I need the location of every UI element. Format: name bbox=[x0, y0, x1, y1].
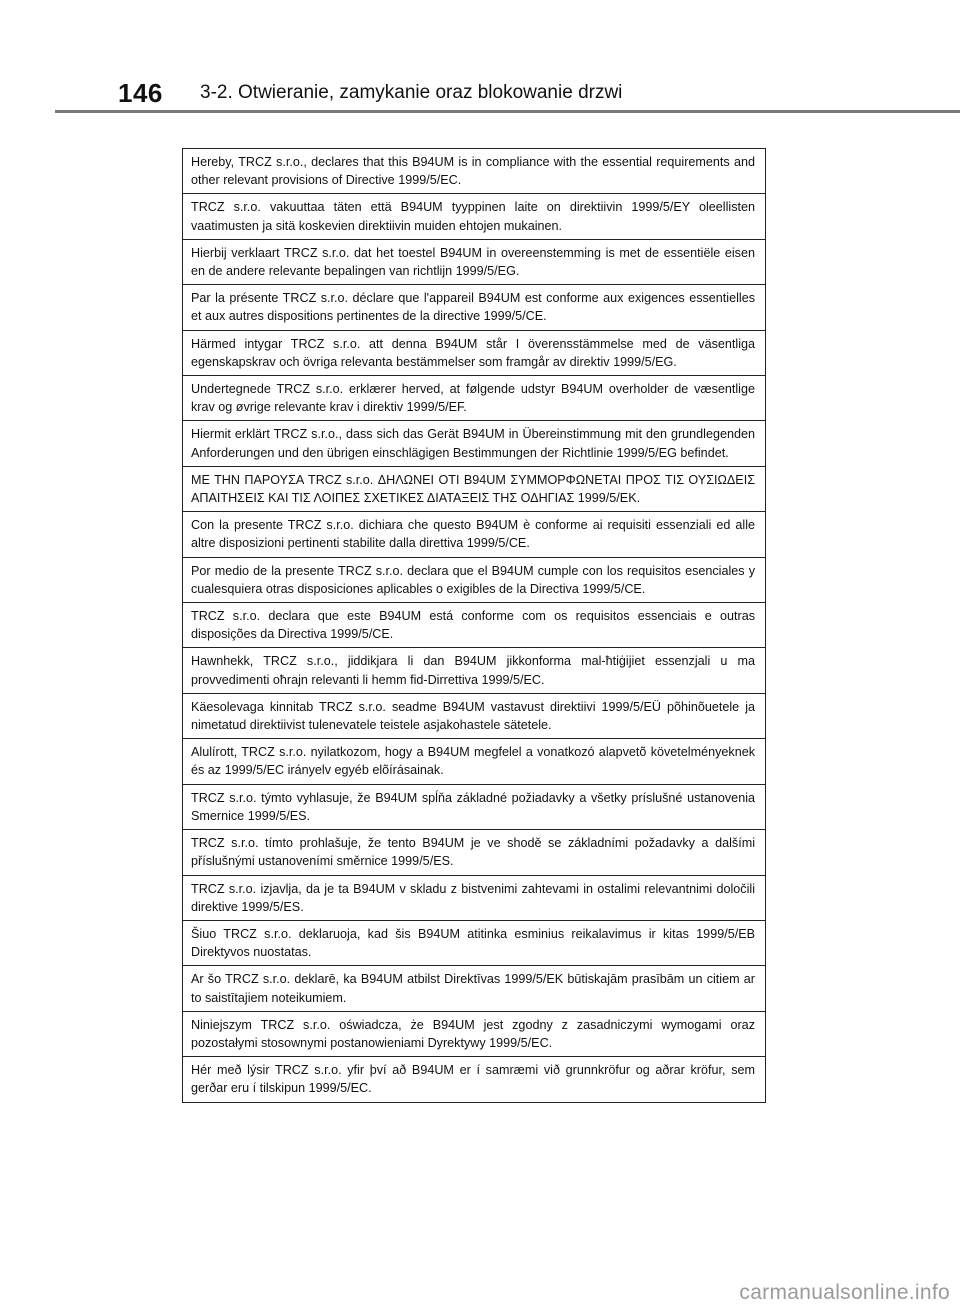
declaration-row: Hawnhekk, TRCZ s.r.o., jiddikjara li dan B94UM jikkonforma mal-ħtiġijiet essenzjali u ma provvedimenti oħrajn relevanti li hemm fid-Dirrettiva 1999/5/EC. bbox=[183, 648, 765, 693]
declaration-row: TRCZ s.r.o. declara que este B94UM está conforme com os requisitos essenciais e outras disposições da Directiva 1999/5/CE. bbox=[183, 603, 765, 648]
declaration-row: Ar šo TRCZ s.r.o. deklarē, ka B94UM atbilst Direktīvas 1999/5/EK būtiskajām prasībām un citiem ar to saistītajiem noteikumiem. bbox=[183, 966, 765, 1011]
declaration-row: Hér með lýsir TRCZ s.r.o. yfir því að B94UM er í samræmi við grunnkröfur og aðrar kröfur, sem gerðar eru í tilskipun 1999/5/EC. bbox=[191, 1063, 755, 1096]
section-title: 3-2. Otwieranie, zamykanie oraz blokowanie drzwi bbox=[200, 82, 623, 103]
declaration-row: Par la présente TRCZ s.r.o. déclare que l'appareil B94UM est conforme aux exigences essentielles et aux autres dispositions pertinentes de la directive 1999/5/CE. bbox=[183, 285, 765, 330]
declaration-row: Hierbij verklaart TRCZ s.r.o. dat het toestel B94UM in overeenstemming is met de essentiële eisen en de andere relevante bepalingen van richtlijn 1999/5/EG. bbox=[183, 240, 765, 285]
declaration-row: TRCZ s.r.o. týmto vyhlasuje, že B94UM spĺňa základné požiadavky a všetky príslušné ustanovenia Smernice 1999/5/ES. bbox=[183, 785, 765, 830]
declaration-row: Por medio de la presente TRCZ s.r.o. declara que el B94UM cumple con los requisitos esenciales y cualesquiera otras disposiciones aplicables o exigibles de la Directiva 1999/5/CE. bbox=[183, 558, 765, 603]
declaration-row: Niniejszym TRCZ s.r.o. oświadcza, że B94UM jest zgodny z zasadniczymi wymogami oraz pozostałymi stosownymi postanowieniami Dyrektywy 1999/5/EC. bbox=[183, 1012, 765, 1057]
declaration-row: Con la presente TRCZ s.r.o. dichiara che questo B94UM è conforme ai requisiti essenziali ed alle altre disposizioni pertinenti stabilite dalla direttiva 1999/5/CE. bbox=[183, 512, 765, 557]
declaration-row: Undertegnede TRCZ s.r.o. erklærer herved, at følgende udstyr B94UM overholder de væsentlige krav og øvrige relevante krav i direktiv 1999/5/EF. bbox=[183, 376, 765, 421]
declaration-row: TRCZ s.r.o. vakuuttaa täten että B94UM tyyppinen laite on direktiivin 1999/5/EY oleellisten vaatimusten ja sitä koskevien direktiivin muiden ehtojen mukainen. bbox=[183, 194, 765, 239]
declaration-row: TRCZ s.r.o. tímto prohlašuje, že tento B94UM je ve shodě se základními požadavky a dalšími příslušnými ustanoveními směrnice 1999/5/ES. bbox=[183, 830, 765, 875]
declaration-row: Alulírott, TRCZ s.r.o. nyilatkozom, hogy a B94UM megfelel a vonatkozó alapvetõ követelményeknek és az 1999/5/EC irányelv egyéb elõírásainak. bbox=[183, 739, 765, 784]
watermark: carmanualsonline.info bbox=[739, 1281, 950, 1304]
declaration-row: Hiermit erklärt TRCZ s.r.o., dass sich das Gerät B94UM in Übereinstimmung mit den grundlegenden Anforderungen und den übrigen einschlägigen Bestimmungen der Richtlinie 1999/5/EG befindet. bbox=[183, 421, 765, 466]
page-number: 146 bbox=[118, 78, 163, 108]
declaration-row: Šiuo TRCZ s.r.o. deklaruoja, kad šis B94UM atitinka esminius reikalavimus ir kitas 1999/5/EB Direktyvos nuostatas. bbox=[183, 921, 765, 966]
declaration-row: TRCZ s.r.o. izjavlja, da je ta B94UM v skladu z bistvenimi zahtevami in ostalimi relevantnimi določili direktive 1999/5/ES. bbox=[183, 876, 765, 921]
page-header bbox=[55, 70, 960, 113]
declaration-row: Käesolevaga kinnitab TRCZ s.r.o. seadme B94UM vastavust direktiivi 1999/5/EÜ põhinõuetele ja nimetatud direktiivist tulenevatele teistele asjakohastele sätetele. bbox=[183, 694, 765, 739]
declaration-row: Härmed intygar TRCZ s.r.o. att denna B94UM står I överensstämmelse med de väsentliga egenskapskrav och övriga relevanta bestämmelser som framgår av direktiv 1999/5/EG. bbox=[183, 331, 765, 376]
declaration-table bbox=[182, 148, 766, 1103]
declaration-row: ΜΕ ΤΗΝ ΠΑΡΟΥΣΑ TRCZ s.r.o. ΔΗΛΩΝΕΙ ΟΤΙ B94UM ΣΥΜΜΟΡΦΩΝΕΤΑΙ ΠΡΟΣ ΤΙΣ ΟΥΣΙΩΔΕΙΣ ΑΠΑΙΤΗΣΕΙΣ ΚΑΙ ΤΙΣ ΛΟΙΠΕΣ ΣΧΕΤΙΚΕΣ ΔΙΑΤΑΞΕΙΣ ΤΗΣ ΟΔΗΓΙΑΣ 1999/5/ΕΚ. bbox=[183, 467, 765, 512]
declaration-row: Hereby, TRCZ s.r.o., declares that this B94UM is in compliance with the essential requirements and other relevant provisions of Directive 1999/5/EC. bbox=[183, 149, 765, 194]
